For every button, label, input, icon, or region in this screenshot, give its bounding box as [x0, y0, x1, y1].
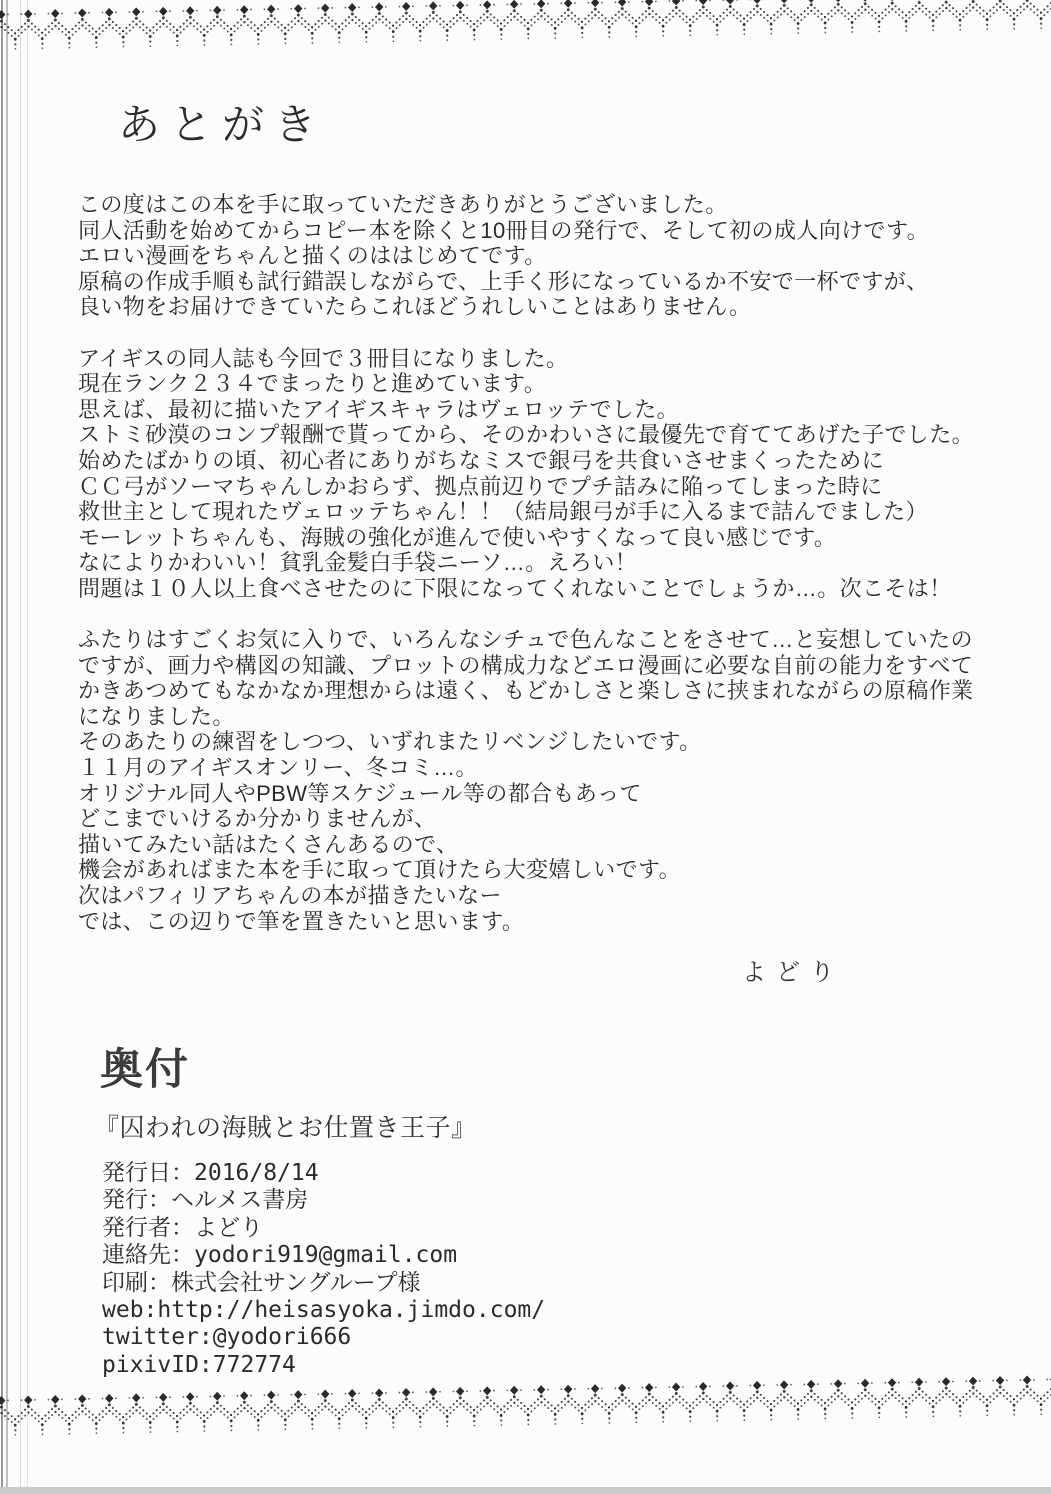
- text-line: ストミ砂漠のコンプ報酬で貰ってから、そのかわいさに最優先で育ててあげた子でした。: [78, 422, 975, 448]
- text-line: では、この辺りで筆を置きたいと思います。: [78, 908, 525, 934]
- text-line: エロい漫画をちゃんと描くのははじめてです。: [78, 243, 547, 269]
- text-line: この度はこの本を手に取っていただきありがとうございました。: [78, 192, 728, 217]
- text-line: かきあつめてもなかなか理想からは遠く、もどかしさと楽しさに挟まれながらの原稿作業: [78, 678, 974, 704]
- text-line: 思えば、最初に描いたアイギスキャラはヴェロッテでした。: [78, 396, 680, 422]
- lace-pattern-icon: [0, 1373, 1051, 1441]
- book-title: 『囚われの海賊とお仕置き王子』: [94, 1114, 477, 1142]
- lace-border-bottom-icon: [0, 1373, 1051, 1441]
- scan-edge-line: [6, 0, 8, 1494]
- text-line: ふたりはすごくお気に入りで、いろんなシチュで色んなことをさせて…と妄想していたの: [78, 627, 973, 653]
- colophon-entry: pixivID:772774: [102, 1351, 296, 1378]
- lace-pattern-icon: [0, 0, 1051, 55]
- text-line: オリジナル同人やPBW等スケジュール等の都合もあって: [78, 780, 642, 806]
- text-line: 救世主として現れたヴェロッテちゃん！！（結局銀弓が手に入るまで詰んでました）: [78, 499, 928, 525]
- colophon-entry: 発行者：よどり: [102, 1214, 263, 1241]
- colophon-entry: 連絡先：yodori919@gmail.com: [102, 1242, 458, 1269]
- text-line: ですが、画力や構図の知識、プロットの構成力などエロ漫画に必要な自前の能力をすべて: [78, 652, 974, 678]
- text-line: 始めたばかりの頃、初心者にありがちなミスで銀弓を共食いさせまくったために: [78, 447, 884, 473]
- text-line: ＣＣ弓がソーマちゃんしかおらず、拠点前辺りでプチ詰みに陥ってしまった時に: [78, 473, 883, 499]
- text-line: 次はパフィリアちゃんの本が描きたいなー: [78, 883, 502, 909]
- colophon-entries: [102, 1160, 545, 1379]
- colophon-entry: web:http://heisasyoka.jimdo.com/: [102, 1297, 546, 1324]
- text-line: 良い物をお届けできていたらこれほどうれしいことはありません。: [78, 294, 752, 320]
- text-line: 現在ランク２３４でまったりと進めています。: [78, 371, 547, 397]
- text-line: なによりかわいい！貧乳金髪白手袋ニーソ…。えろい！: [78, 550, 638, 576]
- colophon-heading: 奥付: [100, 1046, 190, 1094]
- afterword-title: あとがき: [118, 101, 327, 148]
- text-line: モーレットちゃんも、海賊の強化が進んで使いやすくなって良い感じです。: [78, 524, 837, 550]
- colophon-entry: twitter:@yodori666: [102, 1324, 352, 1351]
- afterword-body: [78, 192, 1013, 985]
- text-line: そのあたりの練習をしつつ、いずれまたリベンジしたいです。: [78, 729, 702, 755]
- scan-edge-line: [27, 0, 28, 1494]
- scan-edge-strip: [0, 1487, 1051, 1494]
- lace-border-top-icon: [0, 0, 1051, 55]
- text-line: 原稿の作成手順も試行錯誤しながらで、上手く形になっているか不安で一杯ですが、: [78, 268, 929, 294]
- paragraph: [78, 192, 1013, 320]
- author-signature: よどり: [742, 958, 844, 986]
- text-line: １１月のアイギスオンリー、冬コミ…。: [78, 755, 478, 781]
- text-line: どこまでいけるか分かりませんが、: [78, 806, 437, 832]
- text-line: になりました。: [78, 703, 235, 729]
- text-line: 描いてみたい話はたくさんあるので、: [78, 831, 459, 857]
- text-line: 問題は１０人以上食べさせたのに下限になってくれないことでしょうか…。次こそは！: [78, 575, 952, 601]
- paragraph: [78, 346, 1013, 602]
- text-line: アイギスの同人誌も今回で３冊目になりました。: [78, 345, 569, 371]
- colophon-entry: 印刷：株式会社サングループ様: [102, 1269, 421, 1296]
- text-line: 同人活動を始めてからコピー本を除くと10冊目の発行で、そして初の成人向けです。: [78, 217, 929, 243]
- colophon-entry: 発行：ヘルメス書房: [102, 1187, 309, 1214]
- colophon-entry: 発行日：2016/8/14: [102, 1160, 319, 1186]
- paragraph: [78, 627, 1013, 934]
- scan-edge-line: [20, 0, 21, 1494]
- scan-edge-line: [1, 0, 3, 1494]
- text-line: 機会があればまた本を手に取って頂けたら大変嬉しいです。: [78, 857, 682, 883]
